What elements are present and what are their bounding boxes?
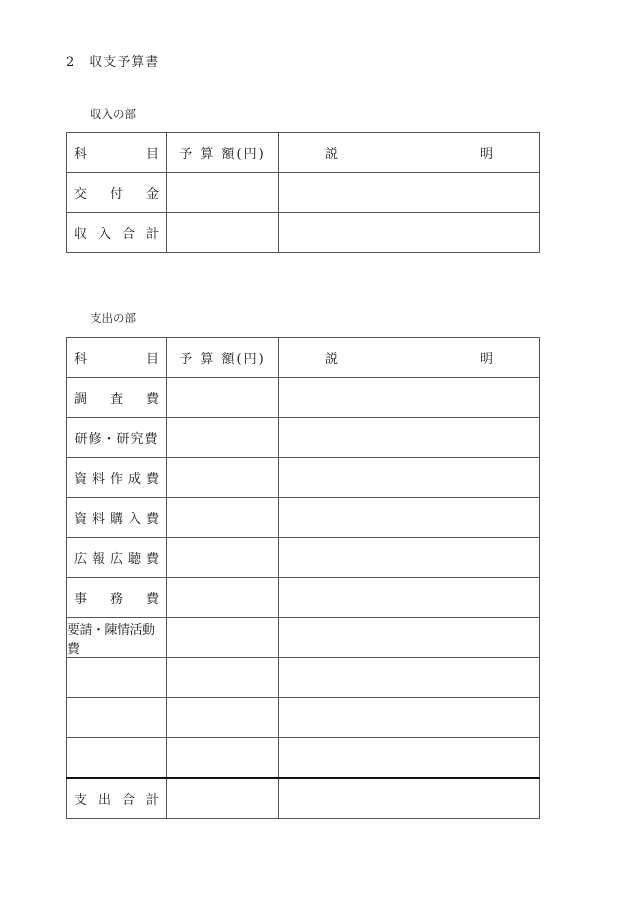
item-label: [67, 183, 166, 202]
item-label-char: 金: [145, 187, 159, 202]
table-row: [67, 378, 540, 418]
item-header: [67, 348, 166, 367]
item-label: [67, 588, 166, 607]
item-label: [67, 468, 166, 487]
item-label-char: 料: [91, 472, 105, 487]
amount-cell[interactable]: [167, 738, 279, 779]
item-label-char: 務: [109, 592, 123, 607]
table-row: [67, 418, 540, 458]
item-label: [67, 789, 166, 808]
table-row: [67, 173, 540, 213]
table-row: [67, 578, 540, 618]
item-label: [67, 388, 166, 407]
explanation-cell[interactable]: [279, 738, 540, 779]
table-row: [67, 213, 540, 253]
amount-header-cell: 予 算 額(円): [167, 133, 279, 173]
explanation-cell[interactable]: [279, 418, 540, 458]
explanation-cell[interactable]: [279, 658, 540, 698]
item-label-char: 費: [145, 392, 159, 407]
amount-cell[interactable]: [167, 778, 279, 819]
item-header-char: 目: [145, 147, 159, 162]
amount-cell[interactable]: [167, 698, 279, 738]
item-cell: [67, 778, 167, 819]
item-label-char: 料: [91, 512, 105, 527]
item-label-char: 成: [127, 472, 141, 487]
item-label: [67, 548, 166, 567]
item-label-char: 広: [74, 552, 88, 567]
amount-cell[interactable]: [167, 173, 279, 213]
item-cell: 研修・研究費: [67, 418, 167, 458]
item-header-cell: [67, 133, 167, 173]
explanation-cell[interactable]: [279, 458, 540, 498]
explanation-header-char: 説: [325, 147, 339, 162]
item-label-char: 交: [74, 187, 88, 202]
item-label-char: 購: [109, 512, 123, 527]
amount-cell[interactable]: [167, 418, 279, 458]
table-row: [67, 778, 540, 819]
explanation-header-char: 明: [479, 352, 493, 367]
item-label-char: 計: [145, 793, 159, 808]
explanation-cell[interactable]: [279, 173, 540, 213]
table-row: [67, 738, 540, 779]
amount-cell[interactable]: [167, 618, 279, 658]
item-label-char: 事: [74, 592, 88, 607]
item-label-char: 合: [121, 227, 135, 242]
item-label-char: 費: [145, 512, 159, 527]
explanation-cell[interactable]: [279, 378, 540, 418]
explanation-header-char: 説: [325, 352, 339, 367]
amount-cell[interactable]: [167, 538, 279, 578]
item-cell: [67, 738, 167, 779]
expense-table: [66, 337, 540, 819]
item-header: [67, 143, 166, 162]
table-header-row: [67, 133, 540, 173]
explanation-cell[interactable]: [279, 498, 540, 538]
item-label-char: 出: [97, 793, 111, 808]
table-row: [67, 498, 540, 538]
item-header-char: 目: [145, 352, 159, 367]
item-label-char: 資: [74, 512, 88, 527]
explanation-header-char: 明: [479, 147, 493, 162]
item-label-char: 資: [74, 472, 88, 487]
heading-number: 2: [66, 55, 76, 70]
item-cell: [67, 213, 167, 253]
explanation-cell[interactable]: [279, 578, 540, 618]
amount-header-cell: 予 算 額(円): [167, 338, 279, 378]
explanation-header: [279, 143, 539, 162]
table-row: [67, 458, 540, 498]
item-label: [67, 223, 166, 242]
item-label-char: 入: [127, 512, 141, 527]
item-cell: 要請・陳情活動費: [67, 618, 167, 658]
explanation-cell[interactable]: [279, 538, 540, 578]
table-row: [67, 698, 540, 738]
item-label-char: 作: [109, 472, 123, 487]
item-label-char: 調: [74, 392, 88, 407]
item-label-char: 付: [109, 187, 123, 202]
item-cell: [67, 378, 167, 418]
item-label-char: 入: [97, 227, 111, 242]
item-label-char: 査: [109, 392, 123, 407]
item-label-char: 報: [91, 552, 105, 567]
explanation-cell[interactable]: [279, 213, 540, 253]
table-row: [67, 538, 540, 578]
item-cell: [67, 538, 167, 578]
heading-title: 収支予算書: [89, 55, 160, 70]
amount-cell[interactable]: [167, 578, 279, 618]
page-heading: [66, 51, 159, 70]
table-row: [67, 618, 540, 658]
item-label-char: 費: [145, 552, 159, 567]
explanation-header-cell: [279, 338, 540, 378]
amount-cell[interactable]: [167, 498, 279, 538]
item-label-char: 支: [74, 793, 88, 808]
item-label-char: 合: [121, 793, 135, 808]
item-cell: [67, 578, 167, 618]
item-header-char: 科: [74, 352, 88, 367]
amount-cell[interactable]: [167, 213, 279, 253]
explanation-header-cell: [279, 133, 540, 173]
item-label-char: 費: [145, 592, 159, 607]
item-cell: [67, 458, 167, 498]
table-header-row: [67, 338, 540, 378]
item-label: [67, 508, 166, 527]
item-label-char: 計: [145, 227, 159, 242]
amount-cell[interactable]: [167, 458, 279, 498]
item-cell: [67, 498, 167, 538]
explanation-header: [279, 348, 539, 367]
table-row: [67, 658, 540, 698]
item-header-cell: [67, 338, 167, 378]
explanation-cell[interactable]: [279, 778, 540, 819]
income-table: [66, 132, 540, 253]
item-label-char: 聴: [127, 552, 141, 567]
item-label-char: 収: [74, 227, 88, 242]
amount-cell[interactable]: [167, 378, 279, 418]
item-label-char: 広: [109, 552, 123, 567]
income-section-label: 収入の部: [90, 107, 136, 121]
item-label-char: 費: [145, 472, 159, 487]
amount-cell[interactable]: [167, 658, 279, 698]
item-cell: [67, 698, 167, 738]
item-cell: [67, 173, 167, 213]
explanation-cell[interactable]: [279, 618, 540, 658]
item-cell: [67, 658, 167, 698]
explanation-cell[interactable]: [279, 698, 540, 738]
expense-section-label: 支出の部: [90, 311, 136, 325]
item-header-char: 科: [74, 147, 88, 162]
